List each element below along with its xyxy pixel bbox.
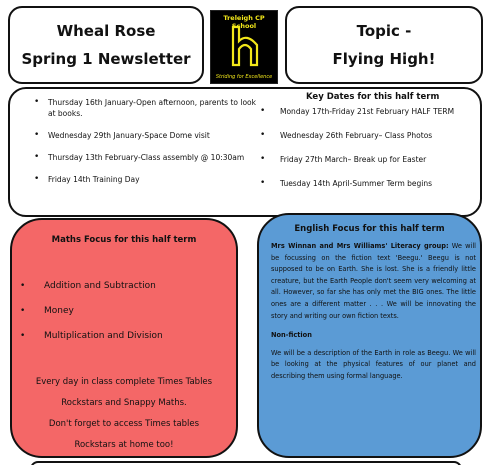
literacy-group-text: We will be focussing on the fiction text 'Beegu.' Beegu is not supposed to be on Earth. She is lost. She is a friendly little creature, but the Earth People don't seem very welcoming at all. However, so far she has only met the BIG ones. The little ones are a different matter . . . We will be innovating the story and writing our own fiction texts. <box>271 242 476 320</box>
dates-list-left <box>34 97 259 196</box>
topic-label: Topic - <box>356 22 412 40</box>
list-item: • Wednesday 26th February– Class Photos <box>260 130 485 141</box>
nonfiction-text: We will be a description of the Earth in role as Beegu. We will be looking at the physical features of our planet and describing them using formal language. <box>271 348 476 380</box>
maths-note-line: Rockstars at home too! <box>74 440 174 450</box>
maths-note <box>12 372 236 456</box>
newsletter-title: Spring 1 Newsletter <box>21 50 191 68</box>
topic-name: Flying High! <box>332 50 436 68</box>
key-dates-heading: Key Dates for this half term <box>306 92 440 102</box>
topic-box <box>285 6 483 84</box>
literacy-group-paragraph <box>271 241 476 322</box>
maths-topics-list <box>12 280 236 355</box>
list-item: • Tuesday 14th April-Summer Term begins <box>260 178 485 189</box>
list-item: • Friday 14th Training Day <box>34 174 259 185</box>
maths-note-line: Every day in class complete Times Tables <box>35 377 213 387</box>
maths-note-line: Don't forget to access Times tables <box>48 419 200 429</box>
newsletter-title-box <box>8 6 204 84</box>
maths-focus-box <box>10 218 238 458</box>
list-item: • Friday 27th March– Break up for Easter <box>260 154 485 165</box>
nonfiction-label: Non-fiction <box>271 331 312 340</box>
list-item: • Multiplication and Division <box>12 330 236 342</box>
dates-list-right <box>260 106 485 202</box>
maths-note-line: Rockstars and Snappy Maths. <box>61 398 187 408</box>
list-item: • Addition and Subtraction <box>12 280 236 292</box>
school-name: Wheal Rose <box>56 22 156 40</box>
english-focus-box <box>257 213 482 458</box>
english-body <box>271 241 476 391</box>
key-dates-box <box>8 87 482 217</box>
next-section-border <box>30 461 462 465</box>
logo-school-name: Treleigh CP School <box>223 14 265 30</box>
list-item: • Thursday 16th January-Open afternoon, parents to look at books. <box>34 97 259 119</box>
english-heading: English Focus for this half term <box>294 224 445 234</box>
list-item: • Monday 17th-Friday 21st February HALF TERM <box>260 106 485 117</box>
logo-motto: Striding for Excellence <box>215 74 273 80</box>
school-crest-icon <box>227 25 263 69</box>
maths-heading: Maths Focus for this half term <box>51 235 197 245</box>
list-item: • Money <box>12 305 236 317</box>
literacy-group-label: Mrs Winnan and Mrs Williams' Literacy group: <box>271 242 449 250</box>
school-logo <box>210 10 278 84</box>
list-item: • Thursday 13th February-Class assembly @ 10:30am <box>34 152 259 163</box>
list-item: • Wednesday 29th January-Space Dome visit <box>34 130 259 141</box>
